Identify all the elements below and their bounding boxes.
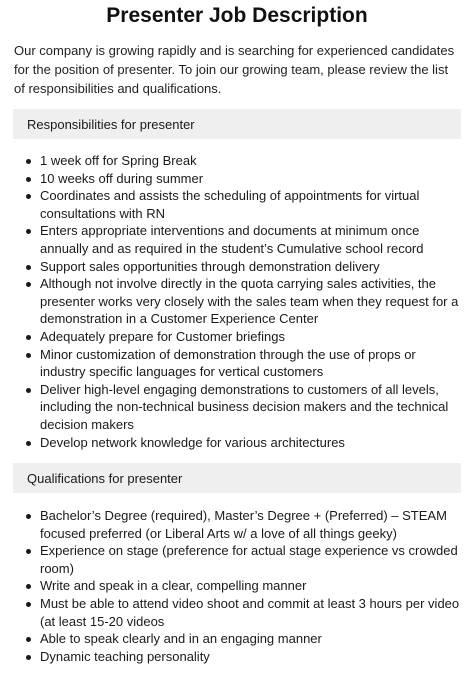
list-item-text: Support sales opportunities through demonstration delivery: [40, 258, 380, 274]
responsibilities-heading: Responsibilities for presenter: [27, 116, 195, 132]
list-item: [0, 507, 474, 542]
bullet-icon: [26, 388, 31, 393]
list-item: [0, 542, 474, 577]
responsibilities-header: [13, 109, 461, 139]
list-item: [0, 152, 474, 170]
list-item-text: Must be able to attend video shoot and commit at least 3 hours per video (at least 15-20 videos: [40, 596, 460, 629]
bullet-icon: [26, 265, 31, 270]
list-item-text: Deliver high-level engaging demonstrations to customers of all levels, including the non-technical business decision makers and the technical decision makers: [40, 381, 449, 432]
qualifications-header: [13, 463, 461, 493]
list-item-text: Coordinates and assists the scheduling of appointments for virtual consultations with RN: [40, 188, 420, 221]
page-title: Presenter Job Description: [106, 4, 368, 27]
intro-paragraph: Our company is growing rapidly and is searching for experienced candidates for the position of presenter. To join our growing team, please review the list of responsibilities and qualifications.: [14, 43, 455, 96]
list-item-text: Adequately prepare for Customer briefings: [40, 328, 285, 344]
list-item: [0, 258, 474, 276]
list-item: [0, 170, 474, 188]
list-item: [0, 346, 474, 381]
list-item-text: Minor customization of demonstration through the use of props or industry specific languages for vertical customers: [40, 346, 416, 380]
bullet-icon: [26, 159, 31, 164]
list-item-text: Able to speak clearly and in an engaging manner: [40, 631, 322, 647]
bullet-icon: [26, 514, 31, 519]
list-item-text: 1 week off for Spring Break: [40, 153, 197, 168]
list-item-text: Dynamic teaching personality: [40, 648, 210, 664]
bullet-icon: [26, 441, 31, 446]
bullet-icon: [26, 584, 31, 589]
list-item: [0, 328, 474, 346]
list-item: [0, 187, 474, 222]
list-item: [0, 630, 474, 648]
bullet-icon: [26, 637, 31, 642]
list-item-text: Bachelor’s Degree (required), Master’s Degree + (Preferred) – STEAM focused preferred (or Liberal Arts w/ a love of all things geeky): [40, 508, 447, 541]
bullet-icon: [26, 602, 31, 607]
list-item: [0, 381, 474, 434]
list-item: [0, 648, 474, 666]
bullet-icon: [26, 282, 31, 287]
list-item: [0, 595, 474, 630]
bullet-icon: [26, 229, 31, 234]
list-item-text: Develop network knowledge for various architectures: [40, 434, 345, 450]
list-item: [0, 222, 474, 257]
list-item-text: 10 weeks off during summer: [40, 170, 204, 186]
responsibilities-list: [0, 152, 474, 451]
list-item: [0, 434, 474, 452]
qualifications-heading: Qualifications for presenter: [27, 470, 183, 486]
bullet-icon: [26, 353, 31, 358]
bullet-icon: [26, 335, 31, 340]
list-item: [0, 577, 474, 595]
list-item: [0, 275, 474, 328]
list-item-text: Experience on stage (preference for actual stage experience vs crowded room): [40, 543, 458, 576]
list-item-text: Enters appropriate interventions and documents at minimum once annually and as required in the student’s Cumulative school record: [40, 223, 424, 256]
bullet-icon: [26, 549, 31, 554]
bullet-icon: [26, 655, 31, 660]
bullet-icon: [26, 194, 31, 199]
qualifications-list: [0, 507, 474, 665]
list-item-text: Write and speak in a clear, compelling manner: [40, 578, 307, 594]
bullet-icon: [26, 177, 31, 182]
list-item-text: Although not involve directly in the quota carrying sales activities, the presenter works very closely with the sales team when they request for a demonstration in a Customer Experience Center: [40, 276, 459, 327]
